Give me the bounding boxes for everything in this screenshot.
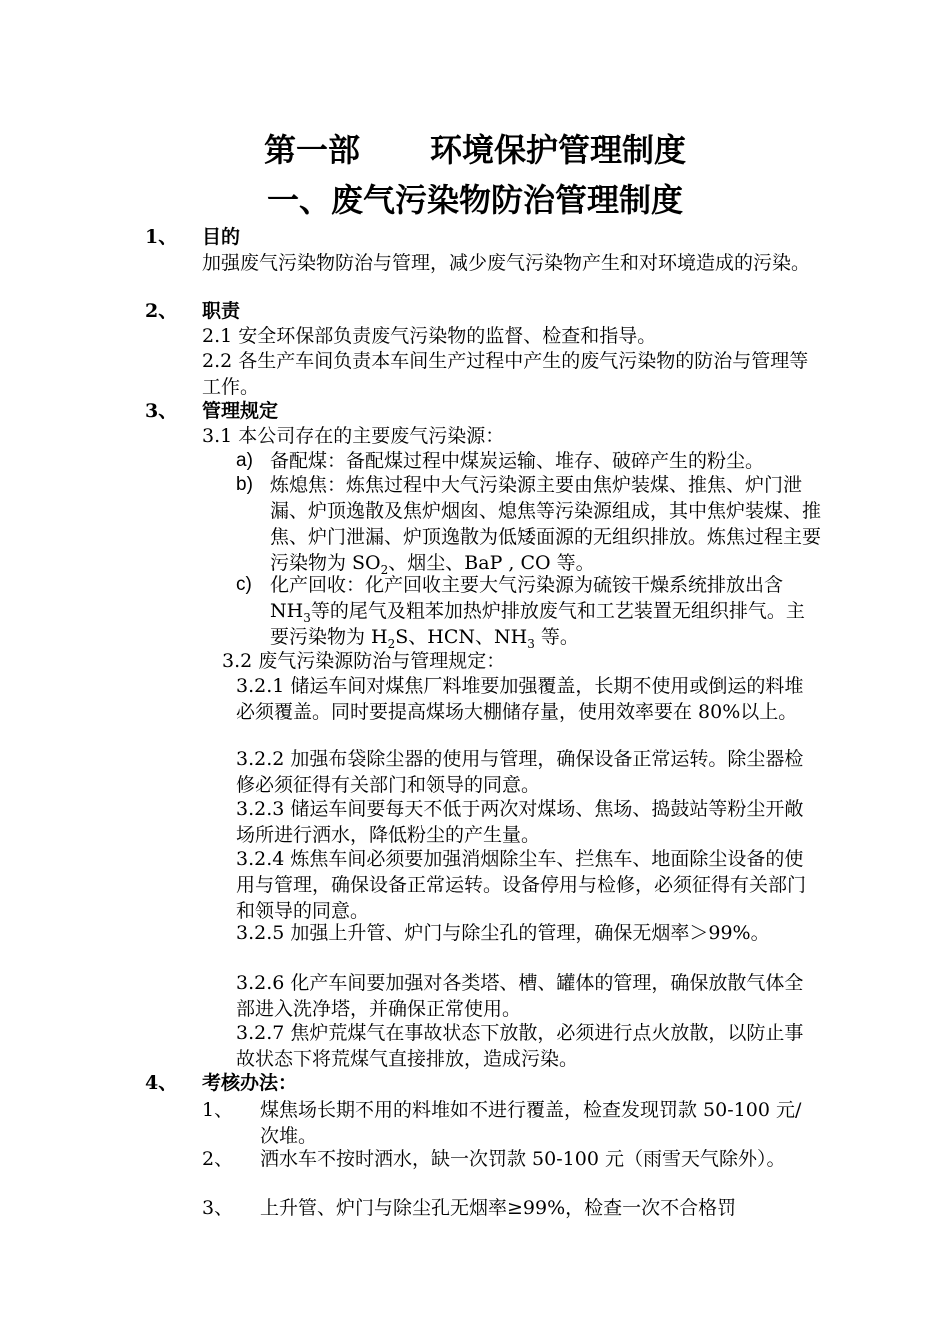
section-3-1-text: 3.1 本公司存在的主要废气污染源： [202, 425, 505, 447]
section-3-2-4-text: 3.2.4 炼焦车间必须要加强消烟除尘车、拦焦车、地面除尘设备的使用与管理，确保设备正常运转。设备停用与检修，必须征得有关部门和领导的同意。 [236, 848, 807, 922]
section-1-number: 1、 [145, 226, 178, 248]
section-3-heading: 管理规定 [202, 400, 279, 422]
item-a-label: a) [236, 450, 253, 471]
item-b-label: b) [236, 474, 253, 495]
item-c-label: c) [236, 574, 252, 595]
item-b-text: 炼熄焦：炼焦过程中大气污染源主要由焦炉装煤、推焦、炉门泄漏、炉顶逸散及焦炉烟囱、熄焦等污染源组成，其中焦炉装煤、推焦、炉门泄漏、炉顶逸散为低矮面源的无组织排放。炼焦过程主要污染物为 $SO_2$、烟尘、BaP , CO 等。 [270, 474, 822, 577]
section-3-2-text: 3.2 废气污染源防治与管理规定： [222, 650, 506, 672]
section-3-2-7-text: 3.2.7 焦炉荒煤气在事故状态下放散，必须进行点火放散，以防止事故状态下将荒煤气直接排放，造成污染。 [236, 1022, 804, 1070]
section-3-2-1-text: 3.2.1 储运车间对煤焦厂料堆要加强覆盖，长期不使用或倒运的料堆必须覆盖。同时要提高煤场大棚储存量，使用效率要在 80%以上。 [236, 675, 804, 723]
section-2-1-text: 2.1 安全环保部负责废气污染物的监督、检查和指导。 [202, 325, 657, 347]
section-1-heading: 目的 [202, 226, 241, 248]
section-4-number: 4、 [145, 1072, 178, 1094]
section-2-heading: 职责 [202, 300, 241, 322]
list-item-text: 洒水车不按时洒水，缺一次罚款 50-100 元（雨雪天气除外）。 [260, 1148, 786, 1170]
chapter-title: 一、废气污染物防治管理制度 [266, 181, 683, 219]
item-c-text: 化产回收：化产回收主要大气污染源为硫铵干燥系统排放出含 $NH_3$等的尾气及粗苯加热炉排放废气和工艺装置无组织排气。主要污染物为 $H_2S$、HCN、$NH_3$ 等。 [270, 574, 805, 651]
section-2-2-text: 2.2 各生产车间负责本车间生产过程中产生的废气污染物的防治与管理等工作。 [202, 350, 809, 398]
part-name: 环境保护管理制度 [430, 131, 687, 169]
section-1-text: 加强废气污染物防治与管理，减少废气污染物产生和对环境造成的污染。 [202, 252, 811, 274]
item-a-text: 备配煤：备配煤过程中煤炭运输、堆存、破碎产生的粉尘。 [270, 450, 765, 472]
list-item-text: 煤焦场长期不用的料堆如不进行覆盖，检查发现罚款 50-100 元/次堆。 [260, 1099, 802, 1147]
section-2-number: 2、 [145, 300, 178, 322]
section-3-2-5-text: 3.2.5 加强上升管、炉门与除尘孔的管理，确保无烟率＞99%。 [236, 922, 770, 944]
section-3-2-3-text: 3.2.3 储运车间要每天不低于两次对煤场、焦场、捣鼓站等粉尘开敞场所进行洒水，降低粉尘的产生量。 [236, 798, 804, 846]
part-label: 第一部 [263, 131, 360, 169]
section-3-2-2-text: 3.2.2 加强布袋除尘器的使用与管理，确保设备正常运转。除尘器检修必须征得有关部门和领导的同意。 [236, 748, 804, 796]
part-title [0, 130, 950, 170]
list-item-number: 1、 [202, 1099, 234, 1121]
list-item-text: 上升管、炉门与除尘孔无烟率≥99%，检查一次不合格罚 [260, 1197, 737, 1219]
section-3-number: 3、 [145, 400, 178, 422]
section-3-2-6-text: 3.2.6 化产车间要加强对各类塔、槽、罐体的管理，确保放散气体全部进入洗净塔，并确保正常使用。 [236, 972, 804, 1020]
list-item-number: 2、 [202, 1148, 234, 1170]
section-4-heading: 考核办法： [202, 1072, 298, 1094]
list-item-number: 3、 [202, 1197, 234, 1219]
